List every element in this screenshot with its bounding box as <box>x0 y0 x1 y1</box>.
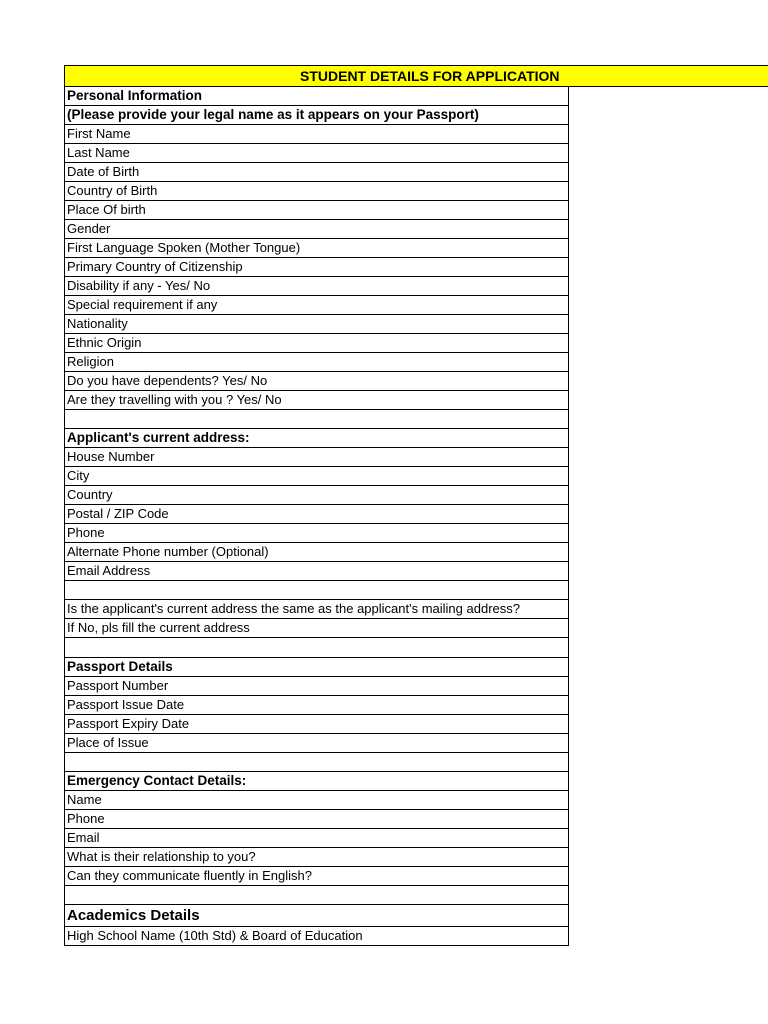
field-emergency-phone[interactable]: Phone <box>65 810 568 829</box>
field-place-of-issue[interactable]: Place of Issue <box>65 734 568 753</box>
field-passport-expiry-date[interactable]: Passport Expiry Date <box>65 715 568 734</box>
field-phone[interactable]: Phone <box>65 524 568 543</box>
field-mailing-address-same[interactable]: Is the applicant's current address the same as the applicant's mailing address? <box>65 600 568 619</box>
sheet-title: STUDENT DETAILS FOR APPLICATION <box>300 68 560 84</box>
form-grid <box>64 87 569 946</box>
field-first-language[interactable]: First Language Spoken (Mother Tongue) <box>65 239 568 258</box>
field-city[interactable]: City <box>65 467 568 486</box>
field-primary-citizenship[interactable]: Primary Country of Citizenship <box>65 258 568 277</box>
empty-row[interactable] <box>65 581 568 600</box>
field-alternate-phone[interactable]: Alternate Phone number (Optional) <box>65 543 568 562</box>
field-passport-number[interactable]: Passport Number <box>65 677 568 696</box>
field-special-requirement[interactable]: Special requirement if any <box>65 296 568 315</box>
empty-row[interactable] <box>65 886 568 905</box>
field-emergency-email[interactable]: Email <box>65 829 568 848</box>
field-nationality[interactable]: Nationality <box>65 315 568 334</box>
spreadsheet <box>64 65 768 946</box>
field-emergency-name[interactable]: Name <box>65 791 568 810</box>
section-header-academics-details[interactable]: Academics Details <box>65 905 568 927</box>
field-if-no-current-address[interactable]: If No, pls fill the current address <box>65 619 568 638</box>
section-header-current-address[interactable]: Applicant's current address: <box>65 429 568 448</box>
field-ethnic-origin[interactable]: Ethnic Origin <box>65 334 568 353</box>
empty-row[interactable] <box>65 753 568 772</box>
section-header-emergency-contact[interactable]: Emergency Contact Details: <box>65 772 568 791</box>
field-passport-issue-date[interactable]: Passport Issue Date <box>65 696 568 715</box>
title-row[interactable] <box>64 65 768 87</box>
field-house-number[interactable]: House Number <box>65 448 568 467</box>
field-date-of-birth[interactable]: Date of Birth <box>65 163 568 182</box>
field-religion[interactable]: Religion <box>65 353 568 372</box>
field-disability[interactable]: Disability if any - Yes/ No <box>65 277 568 296</box>
field-gender[interactable]: Gender <box>65 220 568 239</box>
field-emergency-relationship[interactable]: What is their relationship to you? <box>65 848 568 867</box>
field-high-school-name[interactable]: High School Name (10th Std) & Board of Education <box>65 927 568 946</box>
field-travelling-with-you[interactable]: Are they travelling with you ? Yes/ No <box>65 391 568 410</box>
section-header-passport-details[interactable]: Passport Details <box>65 658 568 677</box>
field-country-of-birth[interactable]: Country of Birth <box>65 182 568 201</box>
field-country[interactable]: Country <box>65 486 568 505</box>
field-dependents[interactable]: Do you have dependents? Yes/ No <box>65 372 568 391</box>
field-first-name[interactable]: First Name <box>65 125 568 144</box>
section-header-personal-information[interactable]: Personal Information <box>65 87 568 106</box>
field-place-of-birth[interactable]: Place Of birth <box>65 201 568 220</box>
field-emergency-english[interactable]: Can they communicate fluently in English? <box>65 867 568 886</box>
empty-row[interactable] <box>65 410 568 429</box>
empty-row[interactable] <box>65 638 568 658</box>
field-last-name[interactable]: Last Name <box>65 144 568 163</box>
field-email-address[interactable]: Email Address <box>65 562 568 581</box>
legal-name-note[interactable]: (Please provide your legal name as it appears on your Passport) <box>65 106 568 125</box>
field-postal-code[interactable]: Postal / ZIP Code <box>65 505 568 524</box>
